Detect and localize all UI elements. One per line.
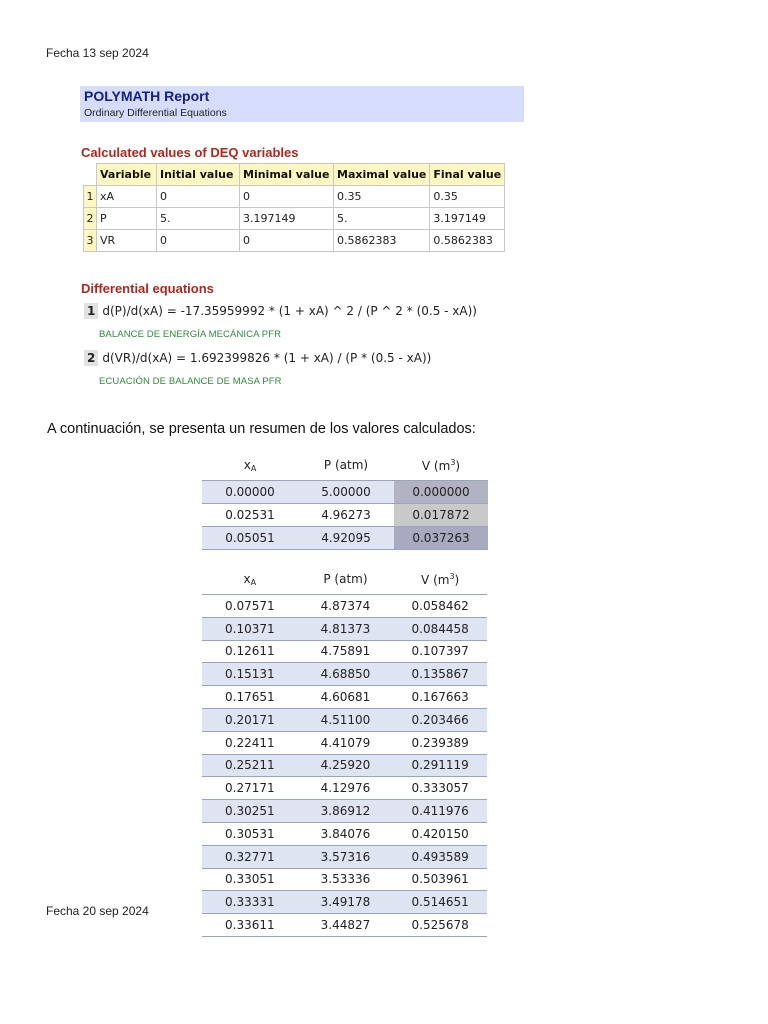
cell-variable: xA <box>97 186 157 208</box>
cell-xa: 0.33331 <box>202 891 298 914</box>
cell-xa: 0.12611 <box>202 640 298 663</box>
cell-pressure: 4.81373 <box>298 617 394 640</box>
cell-pressure: 4.25920 <box>298 754 394 777</box>
cell-xa: 0.30531 <box>202 822 298 845</box>
cell-xa: 0.07571 <box>202 595 298 618</box>
table-row <box>202 595 487 618</box>
equation-index: 2 <box>84 350 98 366</box>
report-subtitle: Ordinary Differential Equations <box>84 107 227 119</box>
table-row <box>202 822 487 845</box>
cell-pressure: 3.49178 <box>298 891 394 914</box>
cell-pressure: 4.68850 <box>298 663 394 686</box>
header-volume: V $(m^3)$ <box>393 564 487 595</box>
cell-volume: 0.503961 <box>393 868 487 891</box>
table-header-row <box>202 564 487 595</box>
header-xa: $x_A$ <box>202 564 298 595</box>
cell-xa: 0.02531 <box>202 504 298 527</box>
cell-volume: 0.000000 <box>394 481 488 504</box>
cell-xa: 0.05051 <box>202 527 298 550</box>
table-row <box>202 868 487 891</box>
table-row <box>84 230 505 252</box>
table-row <box>202 640 487 663</box>
cell-final: 0.35 <box>430 186 505 208</box>
cell-variable: P <box>97 208 157 230</box>
cell-volume: 0.037263 <box>394 527 488 550</box>
row-index: 3 <box>84 230 97 252</box>
row-index: 1 <box>84 186 97 208</box>
table-row <box>202 891 487 914</box>
cell-xa: 0.33051 <box>202 868 298 891</box>
table-row <box>202 731 487 754</box>
cell-volume: 0.333057 <box>393 777 487 800</box>
cell-pressure: 4.92095 <box>298 527 394 550</box>
summary-text: A continuación, se presenta un resumen de los valores calculados: <box>47 421 476 437</box>
table-header-row <box>84 164 505 186</box>
cell-volume: 0.107397 <box>393 640 487 663</box>
header-variable: Variable <box>97 164 157 186</box>
cell-pressure: 3.84076 <box>298 822 394 845</box>
header-index <box>84 164 97 186</box>
table-row <box>202 708 487 731</box>
cell-xa: 0.00000 <box>202 481 298 504</box>
cell-pressure: 4.75891 <box>298 640 394 663</box>
cell-volume: 0.084458 <box>393 617 487 640</box>
cell-volume: 0.291119 <box>393 754 487 777</box>
table-row <box>202 527 488 550</box>
header-pressure: P (atm) <box>298 564 394 595</box>
cell-pressure: 4.41079 <box>298 731 394 754</box>
cell-volume: 0.420150 <box>393 822 487 845</box>
table-row <box>202 686 487 709</box>
cell-pressure: 3.57316 <box>298 845 394 868</box>
cell-xa: 0.20171 <box>202 708 298 731</box>
cell-pressure: 4.87374 <box>298 595 394 618</box>
cell-volume: 0.203466 <box>393 708 487 731</box>
header-final-value: Final value <box>430 164 505 186</box>
cell-pressure: 4.12976 <box>298 777 394 800</box>
equation-comment: ECUACIÓN DE BALANCE DE MASA PFR <box>99 376 282 387</box>
row-index: 2 <box>84 208 97 230</box>
header-maximal-value: Maximal value <box>334 164 430 186</box>
cell-xa: 0.17651 <box>202 686 298 709</box>
cell-pressure: 4.51100 <box>298 708 394 731</box>
cell-volume: 0.167663 <box>393 686 487 709</box>
cell-min: 0 <box>240 230 334 252</box>
header-pressure: P (atm) <box>298 450 394 481</box>
differential-equations-title: Differential equations <box>81 281 214 296</box>
header-minimal-value: Minimal value <box>240 164 334 186</box>
cell-volume: 0.058462 <box>393 595 487 618</box>
cell-max: 0.5862383 <box>334 230 430 252</box>
cell-max: 5. <box>334 208 430 230</box>
cell-xa: 0.25211 <box>202 754 298 777</box>
table-row <box>202 914 487 937</box>
table-row <box>202 617 487 640</box>
table-header-row <box>202 450 488 481</box>
cell-max: 0.35 <box>334 186 430 208</box>
cell-xa: 0.10371 <box>202 617 298 640</box>
table-row <box>202 800 487 823</box>
cell-xa: 0.27171 <box>202 777 298 800</box>
table-row <box>202 663 487 686</box>
calculated-values-title: Calculated values of DEQ variables <box>81 145 299 160</box>
cell-pressure: 3.53336 <box>298 868 394 891</box>
cell-volume: 0.239389 <box>393 731 487 754</box>
table-row <box>202 754 487 777</box>
cell-min: 0 <box>240 186 334 208</box>
cell-pressure: 4.96273 <box>298 504 394 527</box>
date-label: Fecha 20 sep 2024 <box>46 904 149 918</box>
cell-volume: 0.493589 <box>393 845 487 868</box>
table-row <box>202 777 487 800</box>
cell-volume: 0.514651 <box>393 891 487 914</box>
cell-xa: 0.32771 <box>202 845 298 868</box>
cell-xa: 0.33611 <box>202 914 298 937</box>
cell-initial: 0 <box>157 186 240 208</box>
date-label: Fecha 13 sep 2024 <box>46 46 149 60</box>
equation-row <box>84 350 431 366</box>
results-table-2 <box>202 564 487 937</box>
header-xa: $x_A$ <box>202 450 298 481</box>
cell-min: 3.197149 <box>240 208 334 230</box>
equation-text: d(P)/d(xA) = -17.35959992 * (1 + xA) ^ 2 / (P ^ 2 * (0.5 - xA)) <box>102 304 477 318</box>
cell-initial: 5. <box>157 208 240 230</box>
cell-variable: VR <box>97 230 157 252</box>
cell-pressure: 3.86912 <box>298 800 394 823</box>
table-row <box>84 208 505 230</box>
cell-pressure: 4.60681 <box>298 686 394 709</box>
polymath-report-header <box>80 86 524 122</box>
table-row <box>202 845 487 868</box>
table-row <box>84 186 505 208</box>
cell-volume: 0.135867 <box>393 663 487 686</box>
cell-volume: 0.411976 <box>393 800 487 823</box>
report-title: POLYMATH Report <box>84 88 210 104</box>
equation-index: 1 <box>84 303 98 319</box>
header-initial-value: Initial value <box>157 164 240 186</box>
header-volume: V $(m^3)$ <box>394 450 488 481</box>
equation-text: d(VR)/d(xA) = 1.692399826 * (1 + xA) / (P * (0.5 - xA)) <box>102 351 432 365</box>
table-row <box>202 504 488 527</box>
cell-volume: 0.525678 <box>393 914 487 937</box>
cell-xa: 0.22411 <box>202 731 298 754</box>
results-table-1 <box>202 450 488 550</box>
cell-volume: 0.017872 <box>394 504 488 527</box>
deq-variables-table <box>83 163 505 252</box>
equation-row <box>84 303 477 319</box>
cell-initial: 0 <box>157 230 240 252</box>
cell-xa: 0.30251 <box>202 800 298 823</box>
table-row <box>202 481 488 504</box>
cell-pressure: 3.44827 <box>298 914 394 937</box>
equation-comment: BALANCE DE ENERGÍA MECÁNICA PFR <box>99 329 282 340</box>
cell-pressure: 5.00000 <box>298 481 394 504</box>
cell-final: 3.197149 <box>430 208 505 230</box>
cell-final: 0.5862383 <box>430 230 505 252</box>
cell-xa: 0.15131 <box>202 663 298 686</box>
